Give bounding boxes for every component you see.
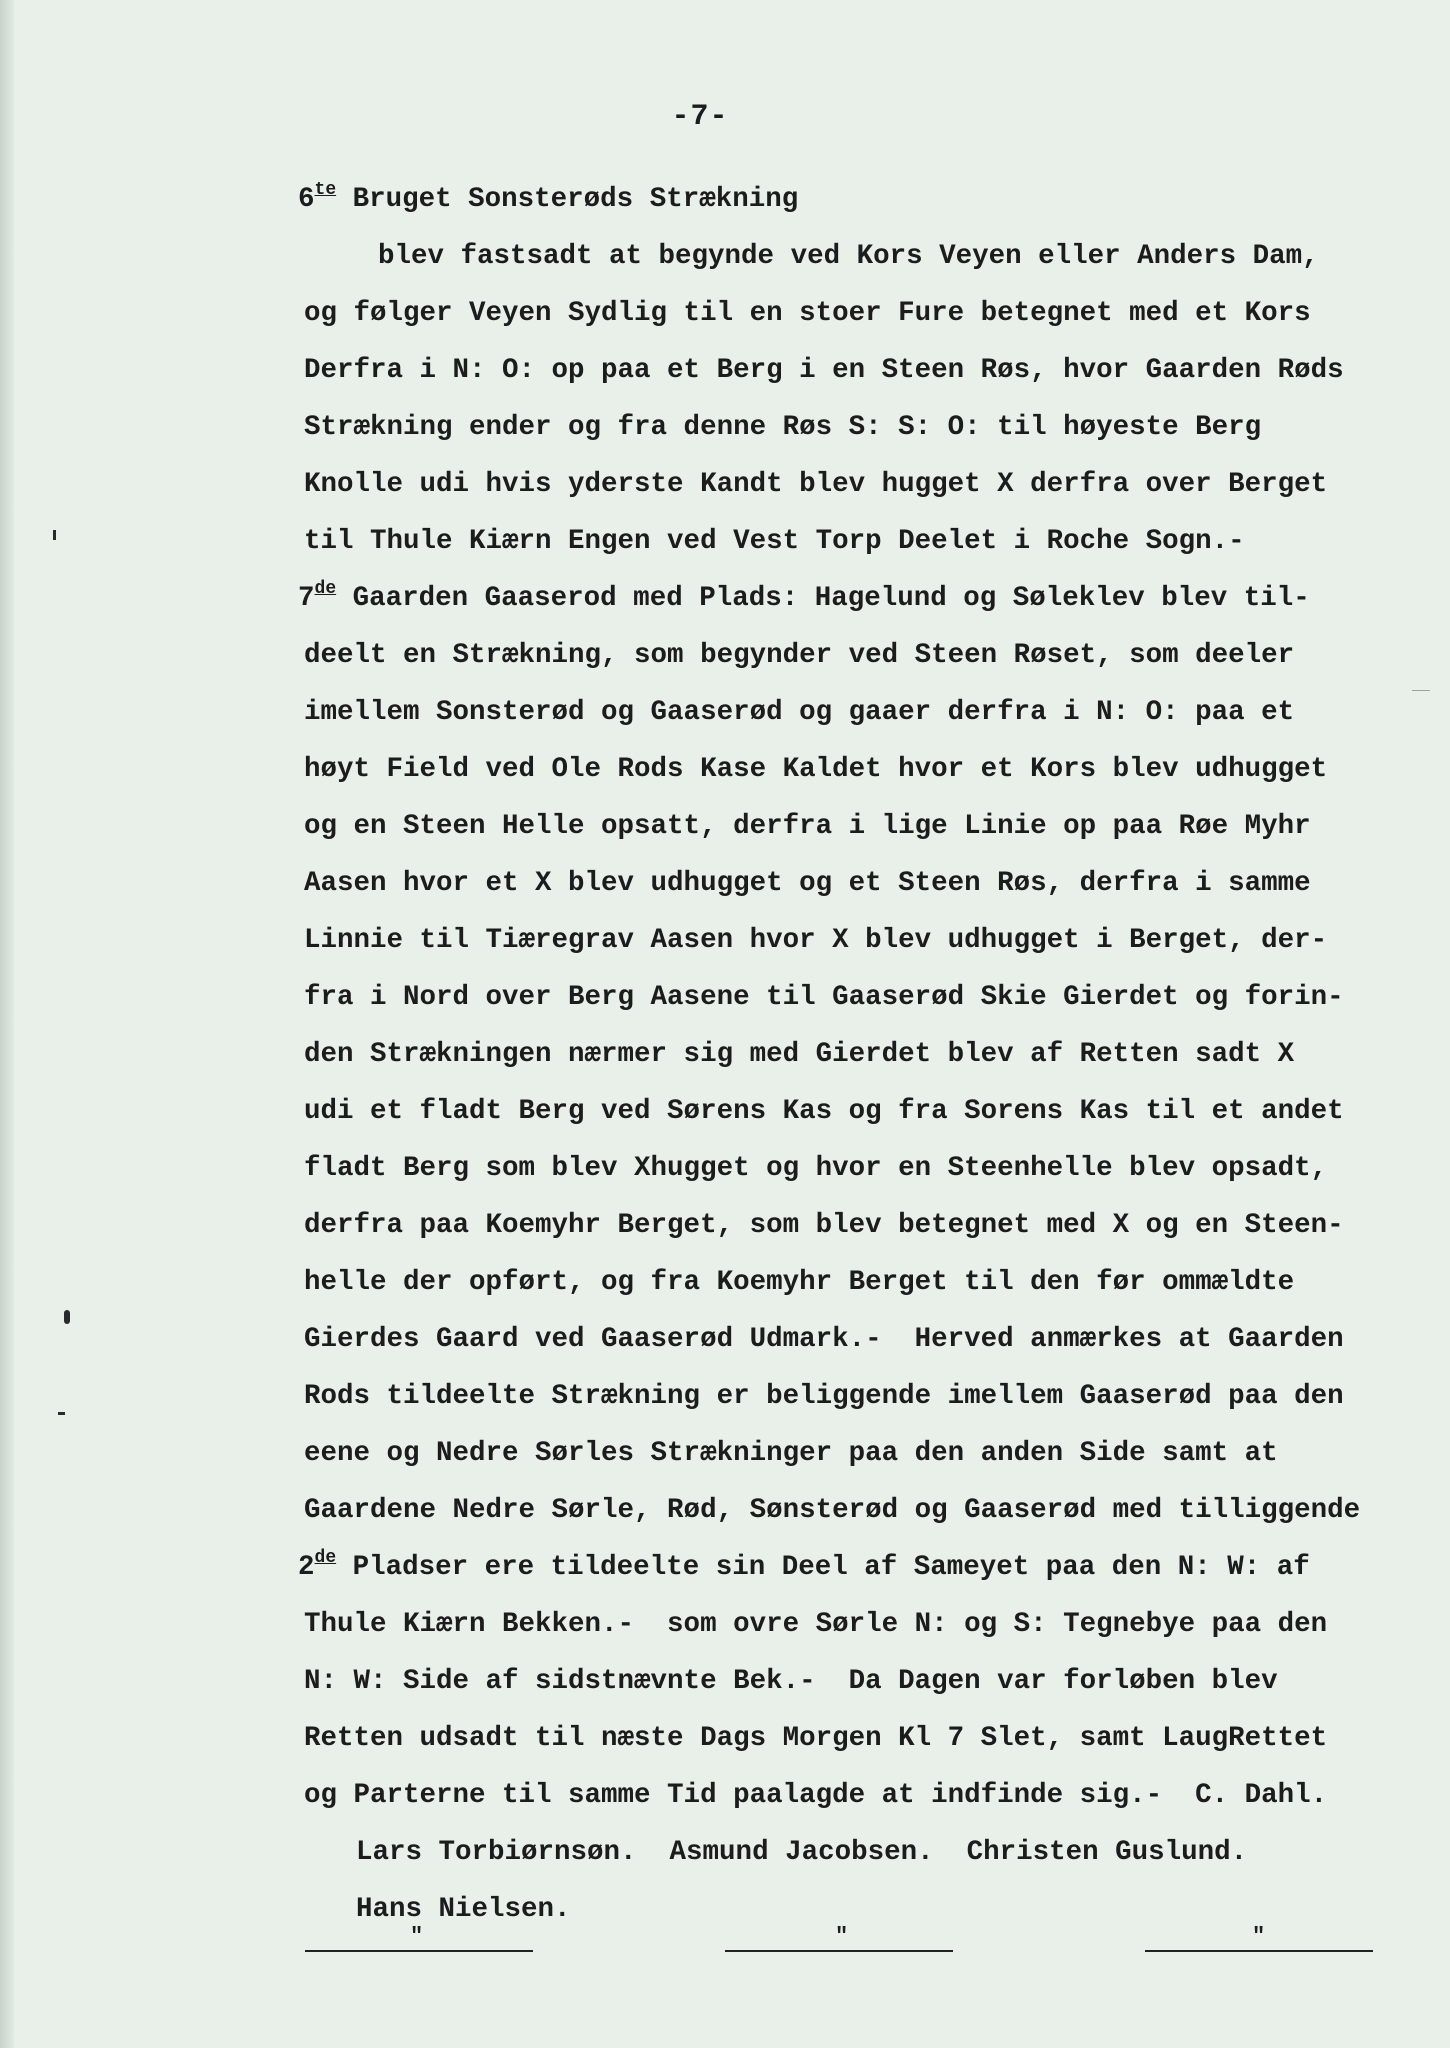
text-line: Knolle udi hvis yderste Kandt blev hugget X derfra over Berget [304,469,1328,500]
paragraph-number: 7 [298,583,315,614]
text-line: helle der opført, og fra Koemyhr Berget til den før ommældte [304,1267,1295,1298]
text-line: Gaardene Nedre Sørle, Rød, Sønsterød og Gaaserød med tilliggende [304,1495,1361,1526]
heading-text: Bruget Sonsterøds Strækning [352,184,799,215]
text-line: Linnie til Tiæregrav Aasen hvor X blev udhugget i Berget, der- [304,925,1328,956]
paragraph-7-first-line [298,579,1310,619]
text-line: og en Steen Helle opsatt, derfra i lige Linie op paa Røe Myhr [304,811,1311,842]
text-line: Aasen hvor et X blev udhugget og et Steen Røs, derfra i samme [304,868,1311,899]
divider-rule [1145,1950,1373,1952]
text-line: Gierdes Gaard ved Gaaserød Udmark.- Herved anmærkes at Gaarden [304,1324,1344,1355]
signature-line: Hans Nielsen. [356,1894,571,1925]
text-line: den Strækningen nærmer sig med Gierdet blev af Retten sadt X [304,1039,1295,1070]
text-line: deelt en Strækning, som begynder ved Steen Røset, som deeler [304,640,1295,671]
text-line: Thule Kiærn Bekken.- som ovre Sørle N: og S: Tegnebye paa den [304,1609,1328,1640]
line-text: Gaarden Gaaserod med Plads: Hagelund og Søleklev blev til- [352,583,1310,614]
margin-mark [58,1412,65,1415]
text-line: til Thule Kiærn Engen ved Vest Torp Deelet i Roche Sogn.- [304,526,1245,557]
margin-mark [1412,690,1430,691]
ditto-mark: " [1252,1924,1266,1949]
ordinal-suffix: de [314,579,337,599]
paragraph-6-heading [298,180,798,220]
binding-edge [0,0,14,2048]
ditto-mark: " [410,1924,424,1949]
text-line: fladt Berg som blev Xhugget og hvor en Steenhelle blev opsadt, [304,1153,1328,1184]
text-line: og følger Veyen Sydlig til en stoer Fure betegnet med et Kors [304,298,1311,329]
text-line: Retten udsadt til næste Dags Morgen Kl 7 Slet, samt LaugRettet [304,1723,1328,1754]
text-line: derfra paa Koemyhr Berget, som blev betegnet med X og en Steen- [304,1210,1344,1241]
text-line: høyt Field ved Ole Rods Kase Kaldet hvor et Kors blev udhugget [304,754,1328,785]
margin-mark [53,530,56,540]
paragraph-2-first-line [298,1548,1310,1588]
text-line: Derfra i N: O: op paa et Berg i en Steen Røs, hvor Gaarden Røds [304,355,1344,386]
paragraph-number: 2 [298,1552,315,1583]
text-line: N: W: Side af sidstnævnte Bek.- Da Dagen var forløben blev [304,1666,1278,1697]
ordinal-suffix: de [314,1548,337,1568]
ditto-mark: " [835,1924,849,1949]
text-line: imellem Sonsterød og Gaaserød og gaaer derfra i N: O: paa et [304,697,1295,728]
text-line: Rods tildeelte Strækning er beliggende imellem Gaaserød paa den [304,1381,1344,1412]
text-line: udi et fladt Berg ved Sørens Kas og fra Sorens Kas til et andet [304,1096,1344,1127]
paragraph-number: 6 [298,184,315,215]
line-text: Pladser ere tildeelte sin Deel af Sameyet paa den N: W: af [352,1552,1310,1583]
text-line: blev fastsadt at begynde ved Kors Veyen eller Anders Dam, [378,241,1319,272]
text-line: Strækning ender og fra denne Røs S: S: O: til høyeste Berg [304,412,1262,443]
text-line: eene og Nedre Sørles Strækninger paa den anden Side samt at [304,1438,1278,1469]
signature-line: Lars Torbiørnsøn. Asmund Jacobsen. Christen Guslund. [356,1837,1248,1868]
text-line: fra i Nord over Berg Aasene til Gaaserød Skie Gierdet og forin- [304,982,1344,1013]
page-number: -7- [671,100,729,134]
divider-rule [305,1950,533,1952]
margin-mark [64,1310,70,1324]
divider-rule [725,1950,953,1952]
ordinal-suffix: te [314,180,337,200]
text-line: og Parterne til samme Tid paalagde at indfinde sig.- C. Dahl. [304,1780,1328,1811]
